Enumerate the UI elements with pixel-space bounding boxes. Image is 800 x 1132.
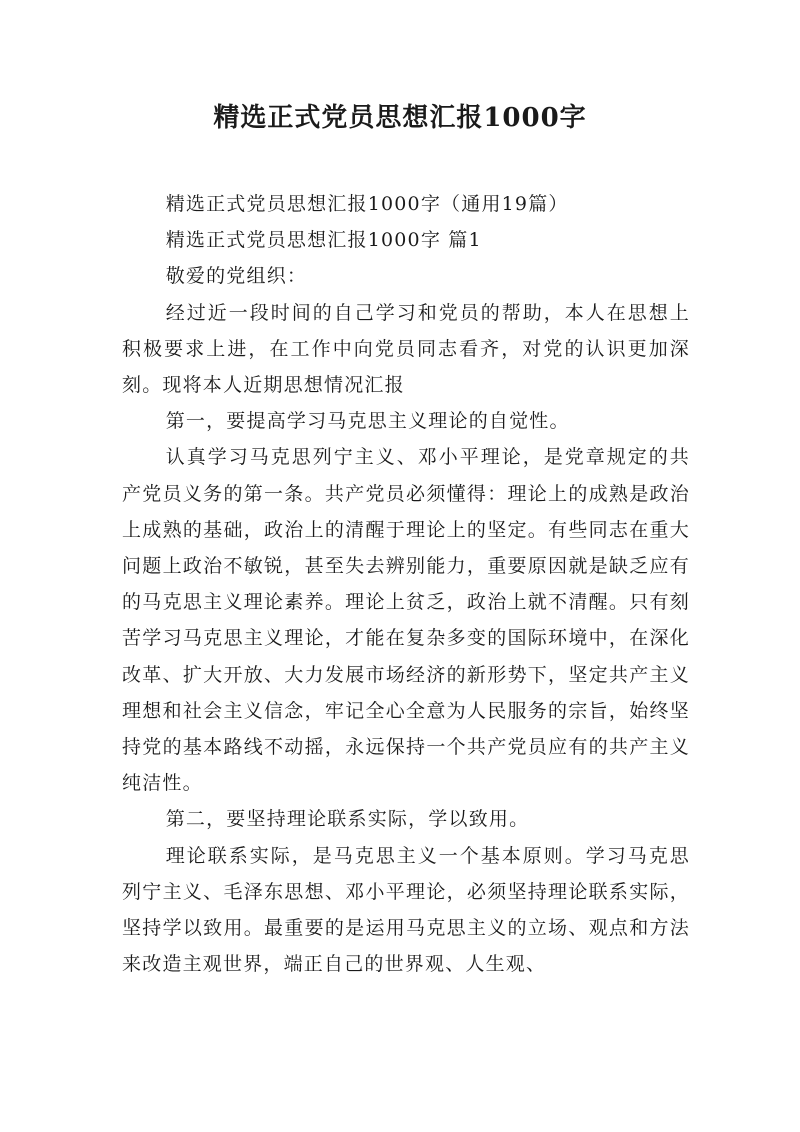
document-title: 精选正式党员思想汇报1000字 xyxy=(213,103,587,133)
salutation: 敬爱的党组织： xyxy=(165,265,308,288)
paragraph-1: 认真学习马克思列宁主义、邓小平理论，是党章规定的共产党员义务的第一条。共产党员必须懂得：理论上的成熟是政治上成熟的基础，政治上的清醒于理论上的坚定。有些同志在重大问题上政治不敏锐，甚至失去辨别能力，重要原因就是缺乏应有的马克思主义理论素养。理论上贫乏，政治上就不清醒。只有刻苦学习马克思主义理论，才能在复杂多变的国际环境中，在深化改革、扩大开放、大力发展市场经济的新形势下，坚定共产主义理想和社会主义信念，牢记全心全意为人民服务的宗旨，始终坚持党的基本路线不动摇，永远保持一个共产党员应有的共产主义纯洁性。 xyxy=(122,446,690,795)
paragraph-2: 理论联系实际，是马克思主义一个基本原则。学习马克思列宁主义、毛泽东思想、邓小平理论，必须坚持理论联系实际，坚持学以致用。最重要的是运用马克思主义的立场、观点和方法来改造主观世界，端正自己的世界观、人生观、 xyxy=(122,844,690,976)
section-heading: 精选正式党员思想汇报1000字 篇1 xyxy=(165,229,482,252)
point-heading-2: 第二，要坚持理论联系实际，学以致用。 xyxy=(165,808,530,831)
paragraph-intro: 经过近一段时间的自己学习和党员的帮助，本人在思想上积极要求上进，在工作中向党员同志看齐，对党的认识更加深刻。现将本人近期思想情况汇报 xyxy=(122,301,690,397)
point-heading-1: 第一，要提高学习马克思主义理论的自觉性。 xyxy=(165,410,570,433)
document-body xyxy=(122,186,690,982)
document-subtitle: 精选正式党员思想汇报1000字（通用19篇） xyxy=(165,193,569,215)
